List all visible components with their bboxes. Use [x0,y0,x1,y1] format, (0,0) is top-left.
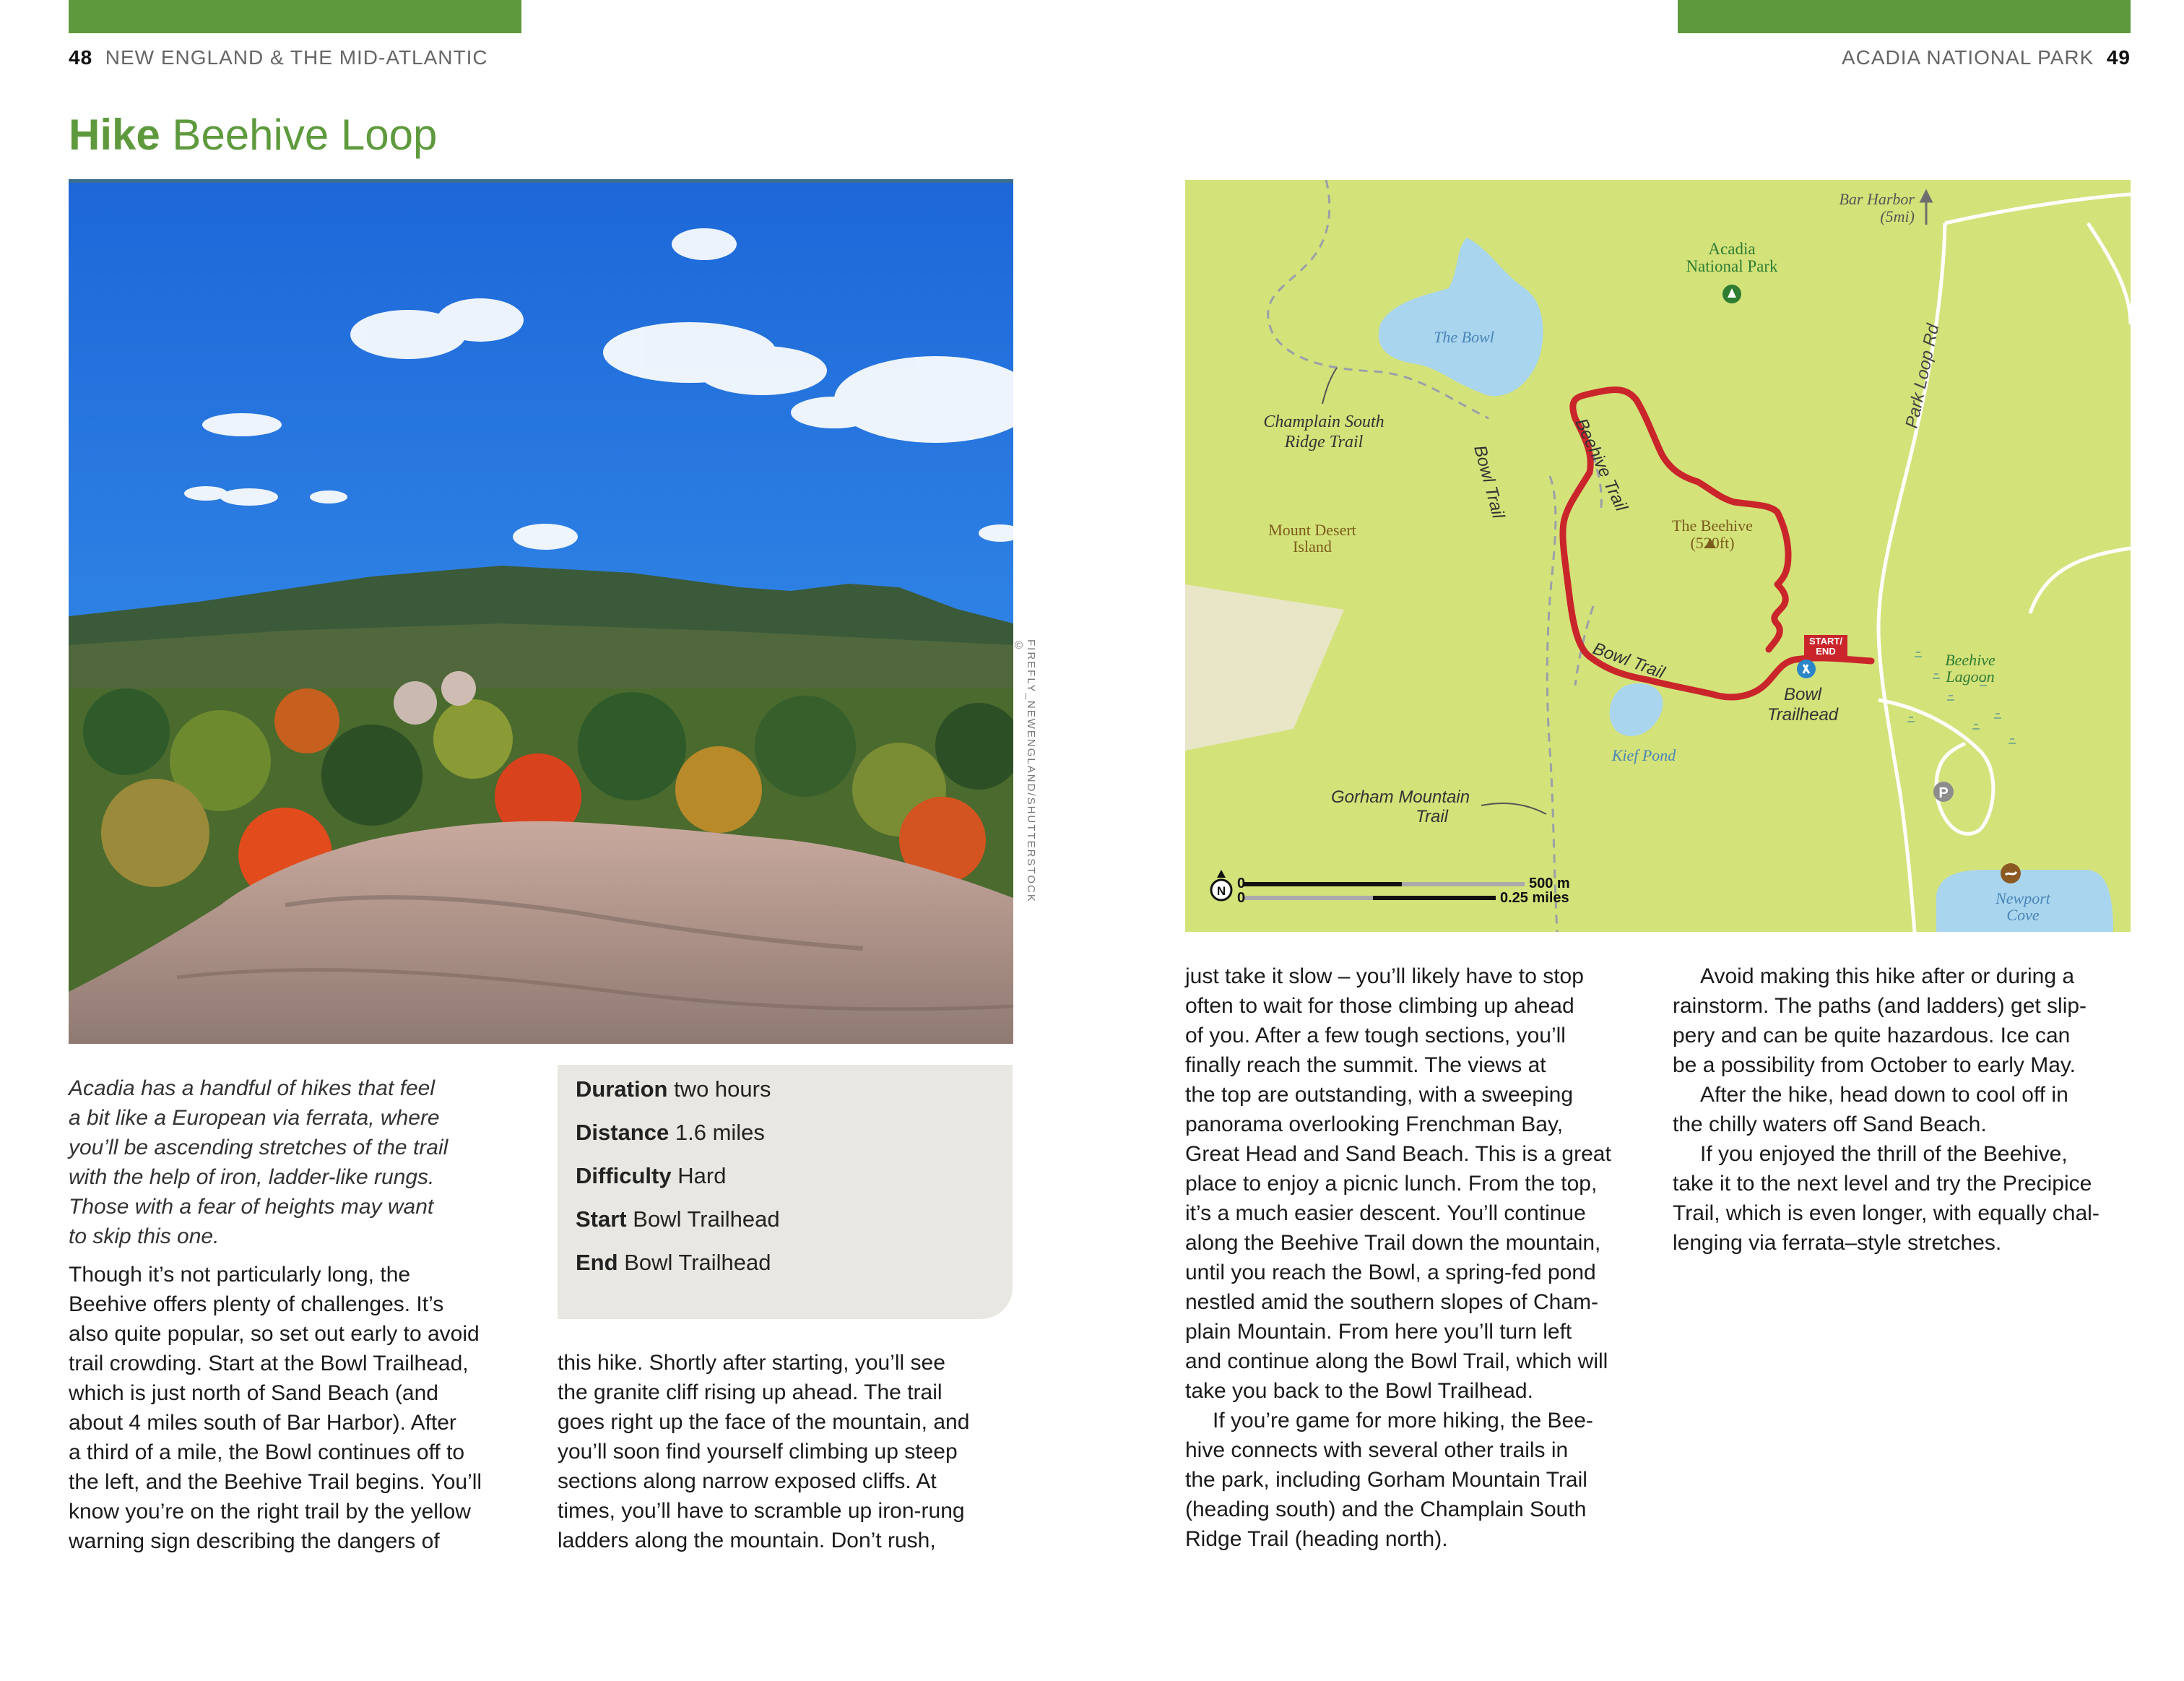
label-champlain-2: Ridge Trail [1284,433,1364,451]
text-line: also quite popular, so set out early to avoid [69,1322,480,1346]
text-line: take you back to the Bowl Trailhead. [1185,1379,1533,1403]
label-beehive-lagoon-2: Lagoon [1946,667,1995,686]
fact-duration [576,1076,771,1102]
fact-label: Difficulty [576,1163,672,1188]
label-bowl-trailhead-1: Bowl [1783,685,1822,704]
fact-label: End [576,1250,618,1275]
text-line: the park, including Gorham Mountain Trail [1185,1468,1587,1492]
right-top-bar [1678,0,2131,33]
text-line: If you enjoyed the thrill of the Beehive, [1700,1142,2068,1166]
column-2 [558,1348,1020,1555]
text-line: it’s a much easier descent. You’ll continue [1185,1201,1586,1225]
intro-line: Those with a fear of heights may want [69,1195,434,1219]
column-1 [69,1073,531,1556]
text-line: sections along narrow exposed cliffs. At [558,1469,937,1493]
intro-line: you’ll be ascending stretches of the trail [69,1136,448,1159]
text-line: and continue along the Bowl Trail, which will [1185,1349,1608,1373]
map-graphic [1185,180,2131,932]
fact-difficulty [576,1163,726,1189]
photo-landscape [69,183,1013,1044]
svg-text:P: P [1938,785,1949,801]
fact-label: Duration [576,1076,668,1102]
text-line: hive connects with several other trails in [1185,1438,1569,1462]
page-title [69,110,437,160]
label-park-name-1: Acadia [1708,240,1756,258]
label-beehive-peak-1: The Beehive [1672,517,1753,535]
text-line: ladders along the mountain. Don’t rush, [558,1529,936,1552]
right-running-header [1842,46,2131,69]
label-mount-desert-2: Island [1293,537,1332,556]
text-line: just take it slow – you’ll likely have to stop [1185,964,1584,988]
text-line: rainstorm. The paths (and ladders) get slip- [1673,994,2087,1018]
start-end-line-2: END [1816,646,1836,657]
label-champlain-1: Champlain South [1263,412,1384,431]
text-line: After the hike, head down to cool off in [1700,1083,2068,1107]
svg-text:500 m: 500 m [1529,876,1570,891]
left-top-bar [69,0,521,33]
text-line: lenging via ferrata–style stretches. [1673,1231,2002,1255]
label-bowl-trailhead-2: Trailhead [1767,705,1839,725]
label-gorham-1: Gorham Mountain [1330,787,1470,807]
label-the-bowl: The Bowl [1434,328,1494,346]
hike-photo [69,183,1013,1044]
label-bar-harbor-distance: (5mi) [1880,207,1915,225]
column-3 [1185,962,1647,1554]
svg-text:0.25 miles: 0.25 miles [1500,890,1569,906]
text-line: times, you’ll have to scramble up iron-rung [558,1499,965,1523]
fact-start [576,1206,780,1232]
text-line: until you reach the Bowl, a spring-fed pond [1185,1261,1596,1284]
text-line: place to enjoy a picnic lunch. From the top, [1185,1172,1598,1196]
label-park-loop-road: Park Loop Rd [1902,322,1944,431]
text-line: this hike. Shortly after starting, you’ll see [558,1351,945,1375]
text-line: nestled amid the southern slopes of Cham- [1185,1290,1598,1314]
label-newport-cove-1: Newport [1996,889,2050,907]
left-page-number: 48 [69,46,93,69]
text-line: along the Beehive Trail down the mountain, [1185,1231,1601,1255]
text-line: you’ll soon find yourself climbing up steep [558,1440,958,1464]
tree-icon [1722,285,1741,303]
label-mount-desert-1: Mount Desert [1268,521,1356,539]
text-line: panorama overlooking Frenchman Bay, [1185,1112,1564,1136]
text-line: Great Head and Sand Beach. This is a great [1185,1142,1611,1166]
right-page-number: 49 [2106,46,2131,69]
intro-line: Acadia has a handful of hikes that feel [69,1076,436,1100]
text-line: Beehive offers plenty of challenges. It’s [69,1292,444,1316]
text-line: goes right up the face of the mountain, and [558,1410,970,1434]
start-end-line-1: START/ [1809,636,1842,647]
hiker-icon [1797,660,1816,678]
text-line: the top are outstanding, with a sweeping [1185,1083,1574,1107]
left-running-header [69,46,488,69]
trail-map [1185,180,2131,932]
text-line: Though it’s not particularly long, the [69,1263,411,1287]
text-line: the chilly waters off Sand Beach. [1673,1112,1987,1136]
label-beehive-lagoon-1: Beehive [1945,651,1996,669]
title-name: Beehive Loop [172,111,438,159]
fact-value: two hours [674,1076,771,1102]
label-bowl-trail-vertical: Bowl Trail [1470,443,1509,521]
intro-line: a bit like a European via ferrata, where [69,1106,440,1130]
text-line: Trail, which is even longer, with equally chal- [1673,1201,2100,1225]
fact-value: Bowl Trailhead [624,1250,771,1275]
text-line: plain Mountain. From here you’ll turn left [1185,1320,1572,1344]
svg-text:N: N [1216,884,1226,898]
label-gorham-2: Trail [1416,807,1448,826]
text-line: which is just north of Sand Beach (and [69,1381,438,1405]
label-newport-cove-2: Cove [2006,906,2040,924]
text-line: the left, and the Beehive Trail begins. You’ll [69,1470,482,1494]
svg-text:0: 0 [1237,876,1246,891]
column-4 [1673,962,2135,1258]
text-line: take it to the next level and try the Precipice [1673,1172,2092,1196]
text-line: the granite cliff rising up ahead. The trail [558,1380,942,1404]
photo-credit: FIREFLY_NEWENGLAND/SHUTTERSTOCK © [1013,639,1037,903]
intro-paragraph [69,1073,531,1251]
fact-distance [576,1120,765,1146]
label-beehive-trail: Beehive Trail [1571,415,1632,514]
intro-line: to skip this one. [69,1224,220,1248]
label-bowl-trail-lower: Bowl Trail [1590,639,1668,683]
text-line: know you’re on the right trail by the yellow [69,1500,471,1524]
hike-facts-box [558,1065,1013,1319]
right-section-title: ACADIA NATIONAL PARK [1841,46,2094,69]
left-section-title: NEW ENGLAND & THE MID-ATLANTIC [105,46,488,69]
text-line: (heading south) and the Champlain South [1185,1498,1587,1521]
label-beehive-peak-2: (520ft) [1690,534,1735,552]
text-line: warning sign describing the dangers of [69,1529,440,1553]
svg-text:0: 0 [1237,890,1246,906]
text-line: about 4 miles south of Bar Harbor). After [69,1411,456,1435]
fact-value: Hard [677,1163,727,1188]
text-line: be a possibility from October to early May. [1673,1053,2076,1077]
fact-value: 1.6 miles [675,1120,765,1145]
text-line: of you. After a few tough sections, you’ll [1185,1024,1566,1047]
fact-label: Distance [576,1120,670,1145]
fact-value: Bowl Trailhead [633,1206,780,1232]
swimming-icon [2001,863,2021,883]
title-kind: Hike [69,111,160,159]
text-line: a third of a mile, the Bowl continues off to [69,1440,465,1464]
text-line: finally reach the summit. The views at [1185,1053,1546,1077]
body-paragraph [69,1260,531,1556]
text-line: pery and can be quite hazardous. Ice can [1673,1024,2071,1047]
text-line: often to wait for those climbing up ahead [1185,994,1574,1018]
parking-icon [1933,782,1954,802]
label-bar-harbor: Bar Harbor [1839,190,1915,208]
fact-end [576,1250,771,1276]
fact-label: Start [576,1206,627,1232]
label-park-name-2: National Park [1686,257,1778,275]
intro-line: with the help of iron, ladder-like rungs. [69,1165,435,1189]
text-line: trail crowding. Start at the Bowl Trailhead, [69,1352,469,1375]
text-line: Avoid making this hike after or during a [1700,964,2075,988]
text-line: Ridge Trail (heading north). [1185,1527,1448,1551]
text-line: If you’re game for more hiking, the Bee- [1213,1409,1593,1432]
label-kief-pond: Kief Pond [1611,746,1676,764]
